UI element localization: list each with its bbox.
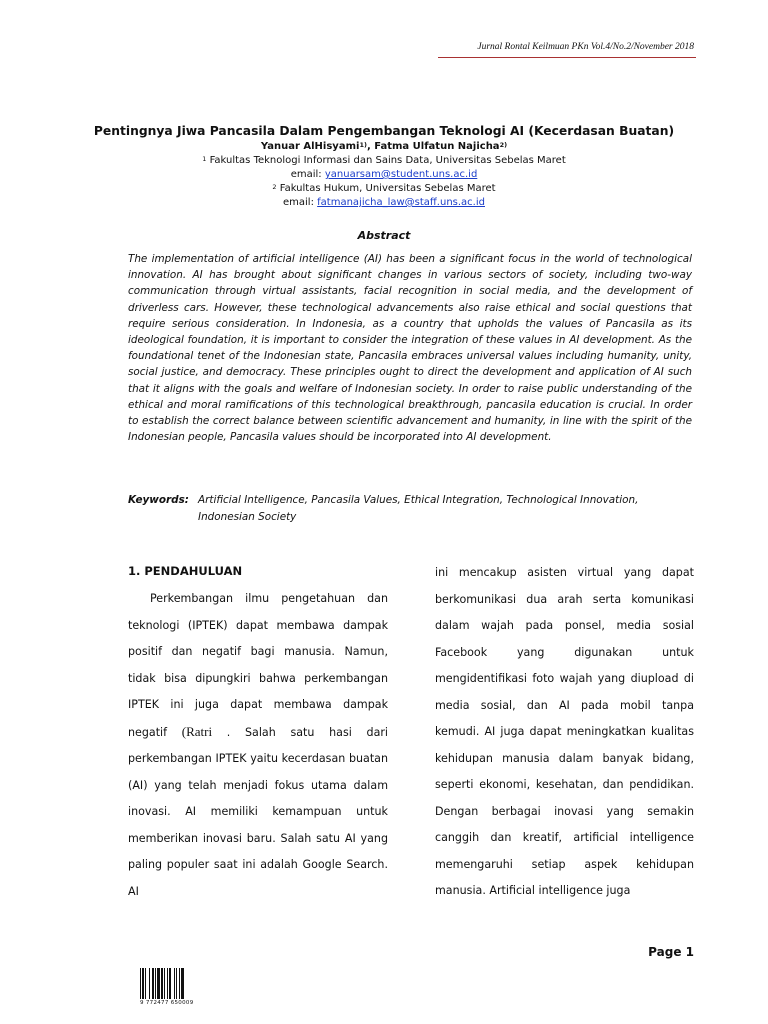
intro-text-part-2: . Salah satu hasi dari perkembangan IPTEK yaitu kecerdasan buatan (AI) yang telah menjadi fokus utama dalam inovasi. AI memiliki kemampuan untuk memberikan inovasi baru. Salah satu AI yang paling populer saat ini adalah Google Search. AI — [128, 725, 389, 898]
title-block — [0, 123, 768, 210]
email-1-line — [0, 168, 768, 182]
affiliation-1 — [0, 154, 768, 168]
barcode-digits: 9 772477 650009 — [140, 1000, 194, 1006]
keywords-text: Artificial Intelligence, Pancasila Values, Ethical Integration, Technological Innovation, Indonesian Society — [198, 494, 639, 523]
author-line — [0, 140, 768, 154]
column-right — [435, 560, 694, 905]
affiliation-2-text: Fakultas Hukum, Universitas Sebelas Maret — [276, 183, 496, 194]
barcode-bar — [184, 968, 185, 999]
paper-title: Pentingnya Jiwa Pancasila Dalam Pengembangan Teknologi AI (Kecerdasan Buatan) — [93, 124, 675, 138]
email-2-link[interactable]: fatmanajicha_law@staff.uns.ac.id — [317, 197, 485, 208]
email-2-line — [0, 196, 768, 210]
citation-fragment: (Ratri — [181, 723, 213, 739]
email-2-label: email: — [283, 197, 318, 208]
affiliation-1-text: Fakultas Teknologi Informasi dan Sains Data, Universitas Sebelas Maret — [206, 155, 566, 166]
page-number: Page 1 — [648, 945, 694, 959]
affiliation-2-sup: 2 — [272, 183, 277, 191]
right-column-paragraph: ini mencakup asisten virtual yang dapat berkomunikasi dua arah serta komunikasi dalam wajah pada ponsel, media sosial Facebook yang digunakan untuk mengidentifikasi foto wajah yang diupload di media sosial, dan AI pada mobil tanpa kemudi. AI juga dapat meningkatkan kualitas kehidupan manusia dalam banyak bidang, seperti ekonomi, kesehatan, dan pendidikan. Dengan berbagai inovasi yang semakin canggih dan kreatif, artificial intelligence memengaruhi setiap aspek kehidupan manusia. Artificial intelligence juga — [435, 566, 694, 897]
header-rule — [438, 57, 696, 58]
keywords — [128, 492, 692, 525]
journal-header: Jurnal Rontal Keilmuan PKn Vol.4/No.2/November 2018 — [477, 42, 694, 52]
email-1-label: email: — [290, 169, 325, 180]
barcode-bars — [140, 968, 204, 999]
affiliation-1-sup: 1 — [202, 155, 207, 163]
author-2-sup: 2) — [499, 141, 508, 149]
column-left — [128, 560, 388, 905]
affiliation-2 — [0, 182, 768, 196]
abstract-text: The implementation of artificial intelligence (AI) has been a significant focus in the world of technological innovation. AI has brought about significant changes in various sectors of society, including two-way communication through virtual assistants, facial recognition in social media, and the development of driverless cars. However, these technological advancements also raise ethical and social questions that require serious consideration. In Indonesia, as a country that upholds the values of Pancasila as its ideological foundation, it is important to consider the integration of these values in AI development. As the foundational tenet of the Indonesian state, Pancasila embraces universal values including humanity, unity, social justice, and democracy. These principles ought to direct the development and application of AI such that it aligns with the goals and welfare of Indonesian society. In order to raise public understanding of the ethical and moral ramifications of this technological breakthrough, pancasila education is crucial. In order to establish the correct balance between scientific advancement and humanity, in line with the spirit of the Indonesian people, Pancasila values should be incorporated into AI development. — [128, 253, 692, 444]
author-2: Fatma Ulfatun Najicha — [374, 141, 500, 152]
intro-text-part-1: Perkembangan ilmu pengetahuan dan teknologi (IPTEK) dapat membawa dampak positif dan negatif bagi manusia. Namun, tidak bisa dipungkiri bahwa perkembangan IPTEK ini juga dapat membawa dampak negatif — [128, 592, 388, 739]
keywords-label: Keywords: — [128, 494, 189, 506]
section-heading: 1. PENDAHULUAN — [128, 564, 243, 578]
email-1-link[interactable]: yanuarsam@student.uns.ac.id — [324, 169, 478, 180]
intro-paragraph — [128, 586, 388, 905]
abstract-heading: Abstract — [357, 229, 411, 242]
author-1: Yanuar AlHisyami — [260, 141, 360, 152]
author-1-sup: 1) — [359, 141, 367, 149]
author-separator: , — [366, 141, 375, 152]
issn-barcode — [140, 968, 204, 1008]
